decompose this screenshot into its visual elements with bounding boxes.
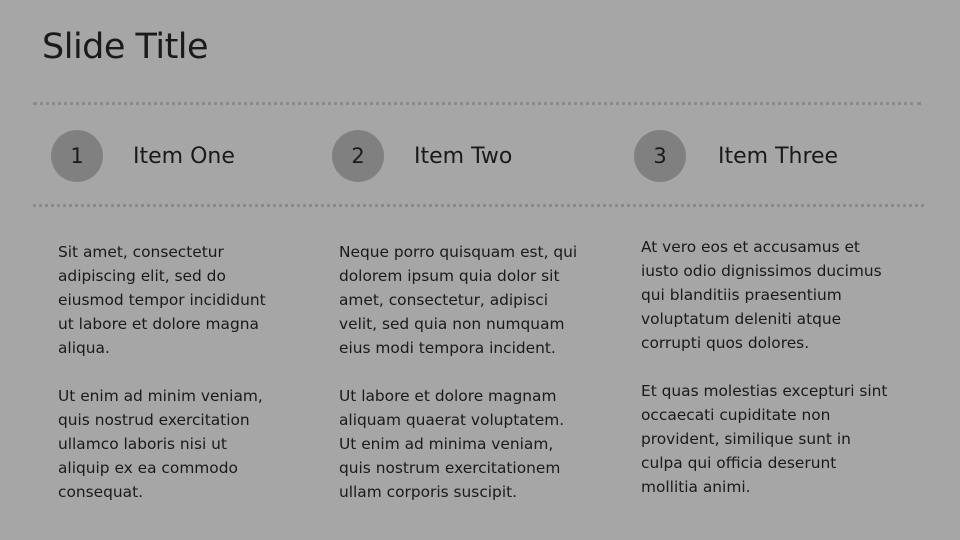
item-three-number-badge: 3 bbox=[634, 130, 686, 182]
top-divider bbox=[33, 102, 921, 105]
slide-title: Slide Title bbox=[42, 27, 209, 67]
item-three-paragraph-1: At vero eos et accusamus et iusto odio dignissimos ducimus qui blanditiis praesentium voluptatum deleniti atque corrupti quos dolores. bbox=[641, 238, 882, 352]
item-two-header bbox=[332, 130, 512, 182]
item-three-paragraph-2: Et quas molestias excepturi sint occaecati cupiditate non provident, similique sunt in culpa qui officia deserunt mollitia animi. bbox=[641, 382, 888, 496]
item-one-title: Item One bbox=[133, 143, 235, 169]
item-two-paragraph-2: Ut labore et dolore magnam aliquam quaerat voluptatem. Ut enim ad minima veniam, quis nostrum exercitationem ullam corporis suscipit. bbox=[339, 387, 565, 501]
bottom-divider bbox=[33, 204, 924, 207]
item-two-number-badge: 2 bbox=[332, 130, 384, 182]
item-one-header bbox=[51, 130, 235, 182]
item-three-header bbox=[634, 130, 838, 182]
item-one-paragraph-2: Ut enim ad minim veniam, quis nostrud exercitation ullamco laboris nisi ut aliquip ex ea commodo consequat. bbox=[58, 387, 263, 501]
item-one-number-badge: 1 bbox=[51, 130, 103, 182]
item-one-paragraph-1: Sit amet, consectetur adipiscing elit, sed do eiusmod tempor incididunt ut labore et dolore magna aliqua. bbox=[58, 243, 266, 357]
item-two-paragraph-1: Neque porro quisquam est, qui dolorem ipsum quia dolor sit amet, consectetur, adipisci velit, sed quia non numquam eius modi tempora incident. bbox=[339, 243, 578, 357]
item-three-title: Item Three bbox=[718, 143, 839, 169]
item-two-title: Item Two bbox=[414, 143, 513, 169]
